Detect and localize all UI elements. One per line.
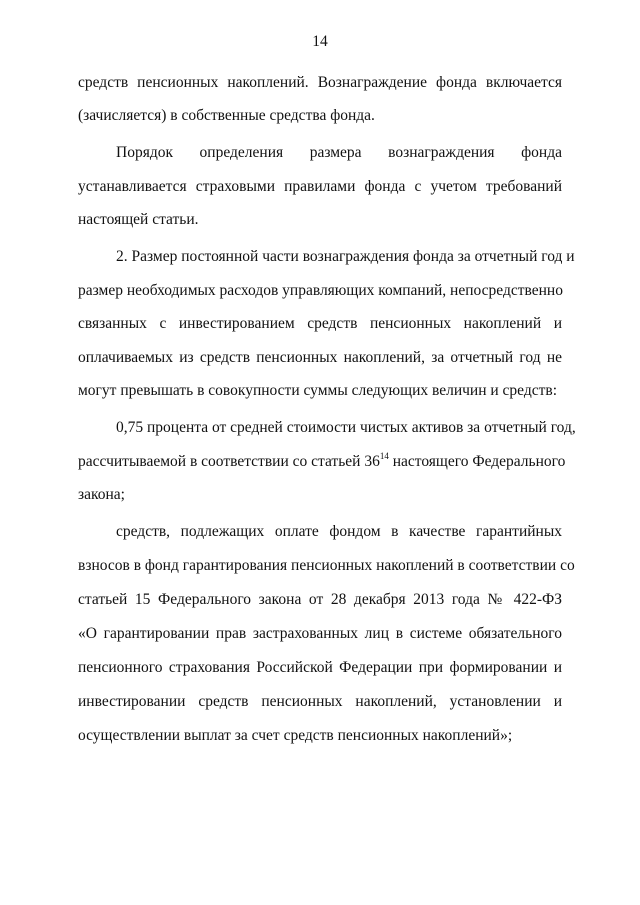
- text-line-4: устанавливается страховыми правилами фонда с учетом требований: [78, 178, 562, 195]
- article-superscript: 14: [379, 451, 389, 461]
- text-line-7: размер необходимых расходов управляющих компаний, непосредственно: [78, 282, 563, 299]
- text-line-8: связанных с инвестированием средств пенсионных накоплений и: [78, 315, 562, 332]
- text-line-14: средств, подлежащих оплате фондом в качестве гарантийных: [116, 523, 562, 540]
- text-line-20: осуществлении выплат за счет средств пенсионных накоплений»;: [78, 727, 513, 744]
- text-line-12-part-1: рассчитываемой в соответствии со статьей 36: [78, 453, 380, 470]
- text-line-11: 0,75 процента от средней стоимости чистых активов за отчетный год,: [116, 419, 576, 436]
- text-line-18: пенсионного страхования Российской Федерации при формировании и: [78, 659, 562, 676]
- text-line-9: оплачиваемых из средств пенсионных накоплений, за отчетный год не: [78, 349, 562, 366]
- text-line-12-part-2: настоящего Федерального: [388, 453, 566, 470]
- text-line-19: инвестировании средств пенсионных накоплений, установлении и: [78, 693, 562, 710]
- text-line-13: закона;: [78, 486, 125, 503]
- text-line-10: могут превышать в совокупности суммы следующих величин и средств:: [78, 382, 558, 399]
- text-line-17: «О гарантировании прав застрахованных лиц в системе обязательного: [78, 625, 562, 642]
- text-line-12: [78, 451, 566, 472]
- text-line-5: настоящей статьи.: [78, 211, 199, 228]
- text-line-16: статьей 15 Федерального закона от 28 декабря 2013 года № 422-ФЗ: [78, 591, 562, 608]
- text-line-6: 2. Размер постоянной части вознаграждения фонда за отчетный год и: [116, 248, 575, 265]
- page-number: 14: [312, 33, 328, 50]
- text-line-2: (зачисляется) в собственные средства фонда.: [78, 107, 375, 124]
- text-line-3: Порядок определения размера вознаграждения фонда: [116, 144, 562, 161]
- text-line-1: средств пенсионных накоплений. Вознаграждение фонда включается: [78, 74, 562, 91]
- text-line-15: взносов в фонд гарантирования пенсионных накоплений в соответствии со: [78, 557, 575, 574]
